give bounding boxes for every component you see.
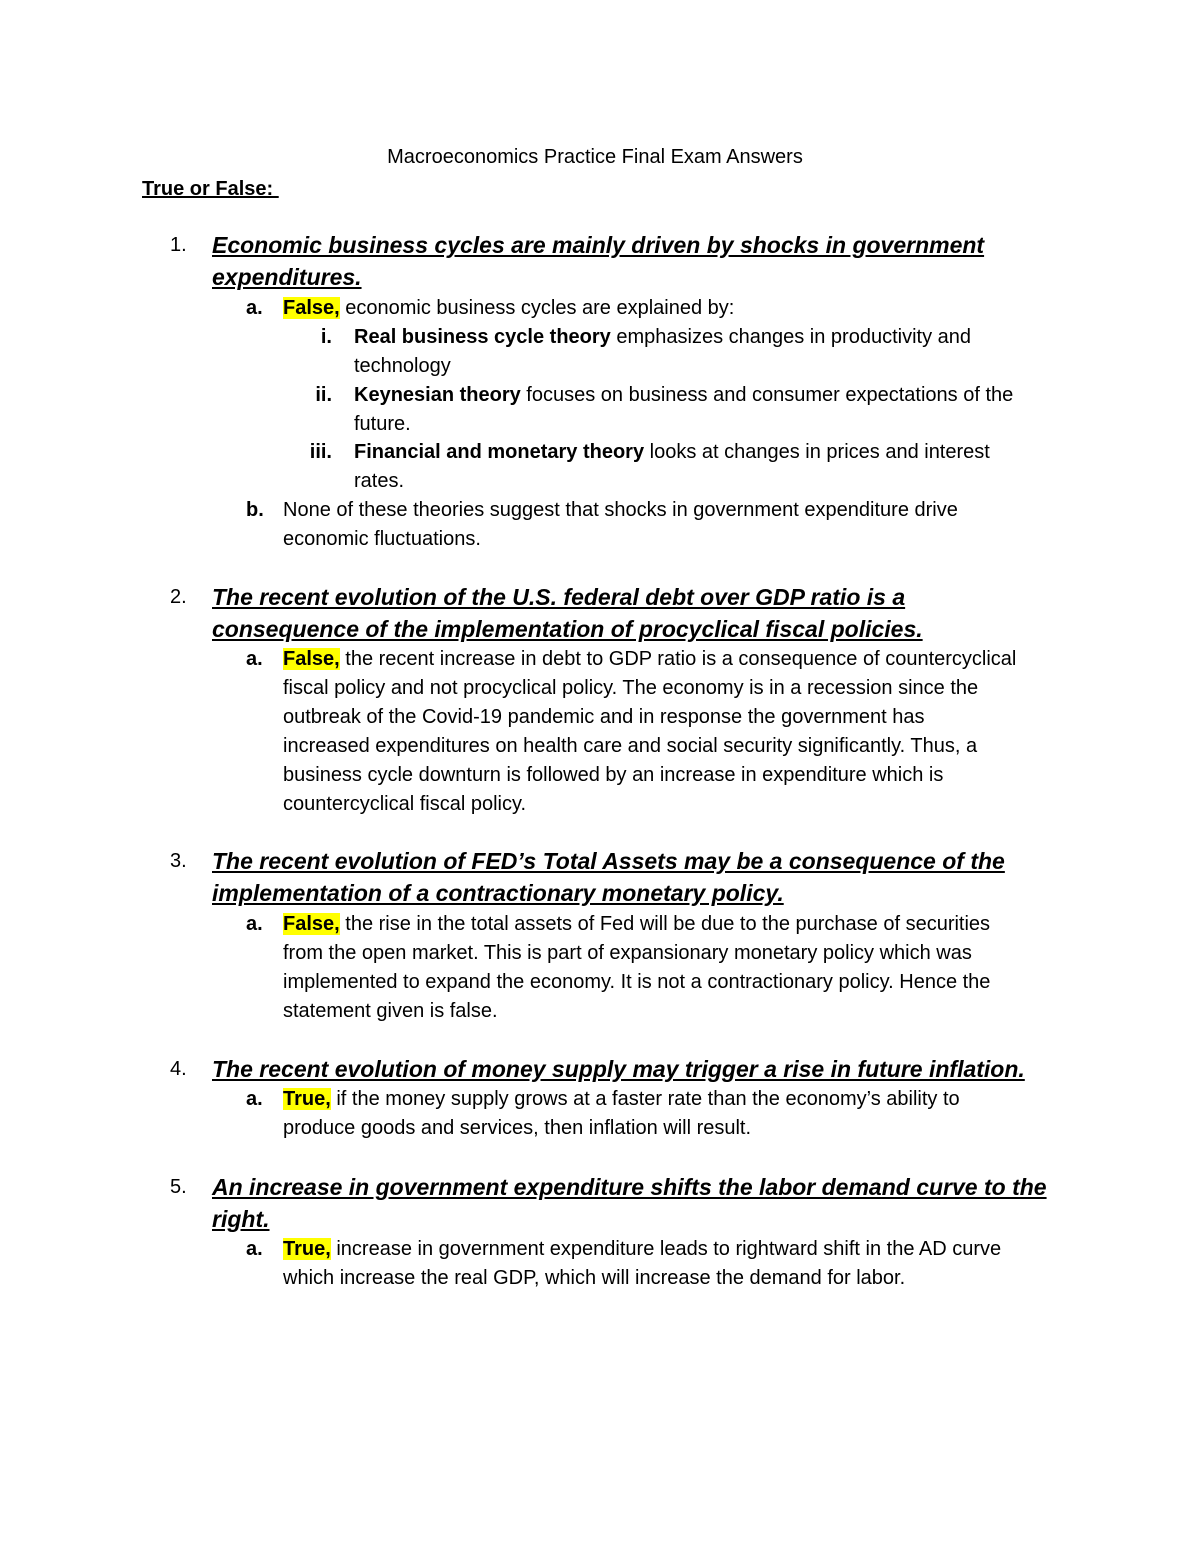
question-number: 3. <box>170 850 187 872</box>
answer-body: increase in government expenditure leads to rightward shift in the AD curve which increase the real GDP, which will increase the demand for labor. <box>283 1238 1002 1289</box>
verdict-highlight: False, <box>283 913 340 935</box>
sub-item-marker: i. <box>320 326 332 348</box>
sub-item-marker: iii. <box>309 441 332 463</box>
answer-marker: b. <box>246 499 264 521</box>
question-number: 1. <box>170 234 187 256</box>
question-number: 5. <box>170 1176 187 1198</box>
sub-item-text <box>354 438 1074 496</box>
verdict-highlight: False, <box>283 648 340 670</box>
theory-name: Real business cycle theory <box>354 326 611 348</box>
answer-body: if the money supply grows at a faster rate than the economy’s ability to produce goods and services, then inflation will result. <box>283 1088 960 1139</box>
answer-text <box>283 910 1073 1026</box>
answer-text <box>283 1085 1073 1143</box>
question-text: Economic business cycles are mainly driven by shocks in government expenditures. <box>212 232 985 290</box>
document-title: Macroeconomics Practice Final Exam Answers <box>387 146 803 168</box>
theory-description: emphasizes changes in productivity and technology <box>354 326 972 377</box>
question-number: 4. <box>170 1058 187 1080</box>
sub-item-text <box>354 381 1074 439</box>
answer-text <box>283 294 1073 323</box>
answer-marker: a. <box>246 648 263 670</box>
section-heading: True or False: <box>142 178 279 200</box>
answer-body: the rise in the total assets of Fed will be due to the purchase of securities from the open market. This is part of expansionary monetary policy which was implemented to expand the economy. It is not a contractionary policy. Hence the statement given is false. <box>283 913 991 1022</box>
verdict-highlight: True, <box>283 1238 331 1260</box>
sub-item-marker: ii. <box>315 384 332 406</box>
answer-marker: a. <box>246 297 263 319</box>
answer-marker: a. <box>246 1088 263 1110</box>
theory-name: Keynesian theory <box>354 384 521 406</box>
question-text: An increase in government expenditure shifts the labor demand curve to the right. <box>212 1174 1047 1232</box>
answer-text <box>283 1235 1073 1293</box>
question-number: 2. <box>170 586 187 608</box>
answer-marker: a. <box>246 913 263 935</box>
answer-text <box>283 645 1073 819</box>
answer-body: the recent increase in debt to GDP ratio is a consequence of countercyclical fiscal policy and not procyclical policy. The economy is in a recession since the outbreak of the Covid-19 pandemic and in response the government has increased expenditures on health care and social security significantly. Thus, a business cycle downturn is followed by an increase in expenditure which is countercyclical fiscal policy. <box>283 648 1017 815</box>
answer-text: None of these theories suggest that shocks in government expenditure drive economic fluctuations. <box>283 499 958 550</box>
theory-description: looks at changes in prices and interest rates. <box>354 441 990 492</box>
sub-item-text <box>354 323 1074 381</box>
verdict-highlight: False, <box>283 297 340 319</box>
theory-description: focuses on business and consumer expectations of the future. <box>354 384 1014 435</box>
question-text: The recent evolution of the U.S. federal debt over GDP ratio is a consequence of the implementation of procyclical fiscal policies. <box>212 584 923 642</box>
question-text: The recent evolution of FED’s Total Assets may be a consequence of the implementation of a contractionary monetary policy. <box>212 848 1005 906</box>
question-text: The recent evolution of money supply may trigger a rise in future inflation. <box>212 1056 1025 1082</box>
theory-name: Financial and monetary theory <box>354 441 645 463</box>
answer-body: economic business cycles are explained by: <box>339 297 735 319</box>
answer-marker: a. <box>246 1238 263 1260</box>
verdict-highlight: True, <box>283 1088 331 1110</box>
